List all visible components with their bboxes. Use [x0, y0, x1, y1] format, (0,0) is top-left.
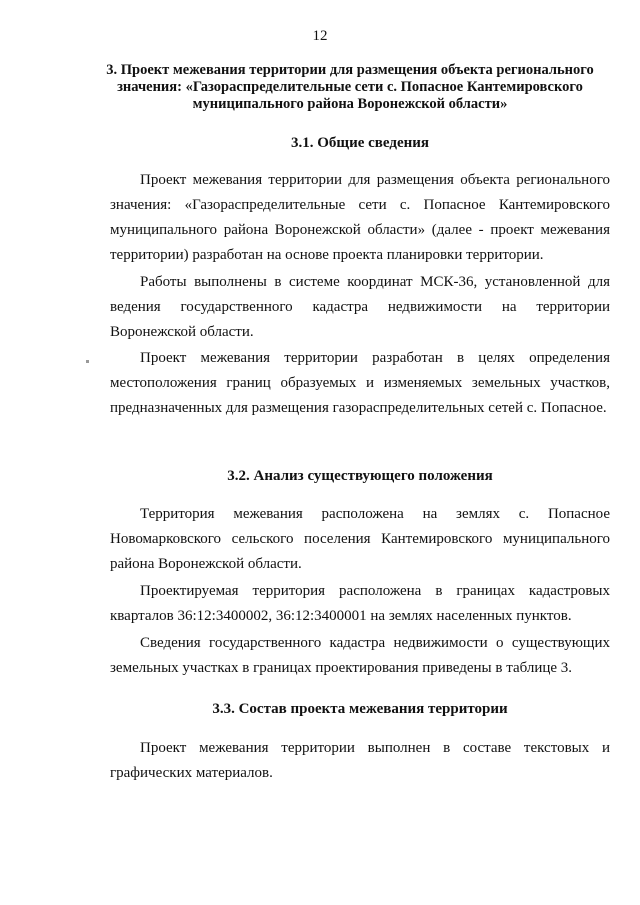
section-heading-general: 3.1. Общие сведения: [291, 135, 429, 151]
document-title: 3. Проект межевания территории для размещения объекта регионального значения: «Газораспределительные сети с. Попасное Кантемировского муниципального района Воронежской области»: [106, 62, 594, 112]
paragraph: Территория межевания расположена на землях с. Попасное Новомарковского сельского поселения Кантемировского муниципального района Воронежской области.: [110, 506, 610, 572]
paragraph: Работы выполнены в системе координат МСК-36, установленной для ведения государственного кадастра недвижимости на территории Воронежской области.: [110, 274, 610, 340]
section-heading-composition: 3.3. Состав проекта межевания территории: [212, 701, 508, 717]
margin-mark: [86, 360, 89, 363]
paragraph: Проект межевания территории выполнен в составе текстовых и графических материалов.: [110, 740, 610, 781]
paragraph: Сведения государственного кадастра недвижимости о существующих земельных участках в границах проектирования приведены в таблице 3.: [110, 635, 610, 676]
paragraph: Проектируемая территория расположена в границах кадастровых кварталов 36:12:3400002, 36:12:3400001 на землях населенных пунктов.: [110, 583, 610, 624]
page-number: 12: [312, 28, 328, 44]
paragraph: Проект межевания территории для размещения объекта регионального значения: «Газораспределительные сети с. Попасное Кантемировского муниципального района Воронежской области» (далее - проект межевания территории) разработан на основе проекта планировки территории.: [110, 172, 610, 263]
section-heading-analysis: 3.2. Анализ существующего положения: [227, 468, 493, 484]
paragraph: Проект межевания территории разработан в целях определения местоположения границ образуемых и изменяемых земельных участков, предназначенных для размещения газораспределительных сетей с. Попасное.: [110, 350, 610, 416]
